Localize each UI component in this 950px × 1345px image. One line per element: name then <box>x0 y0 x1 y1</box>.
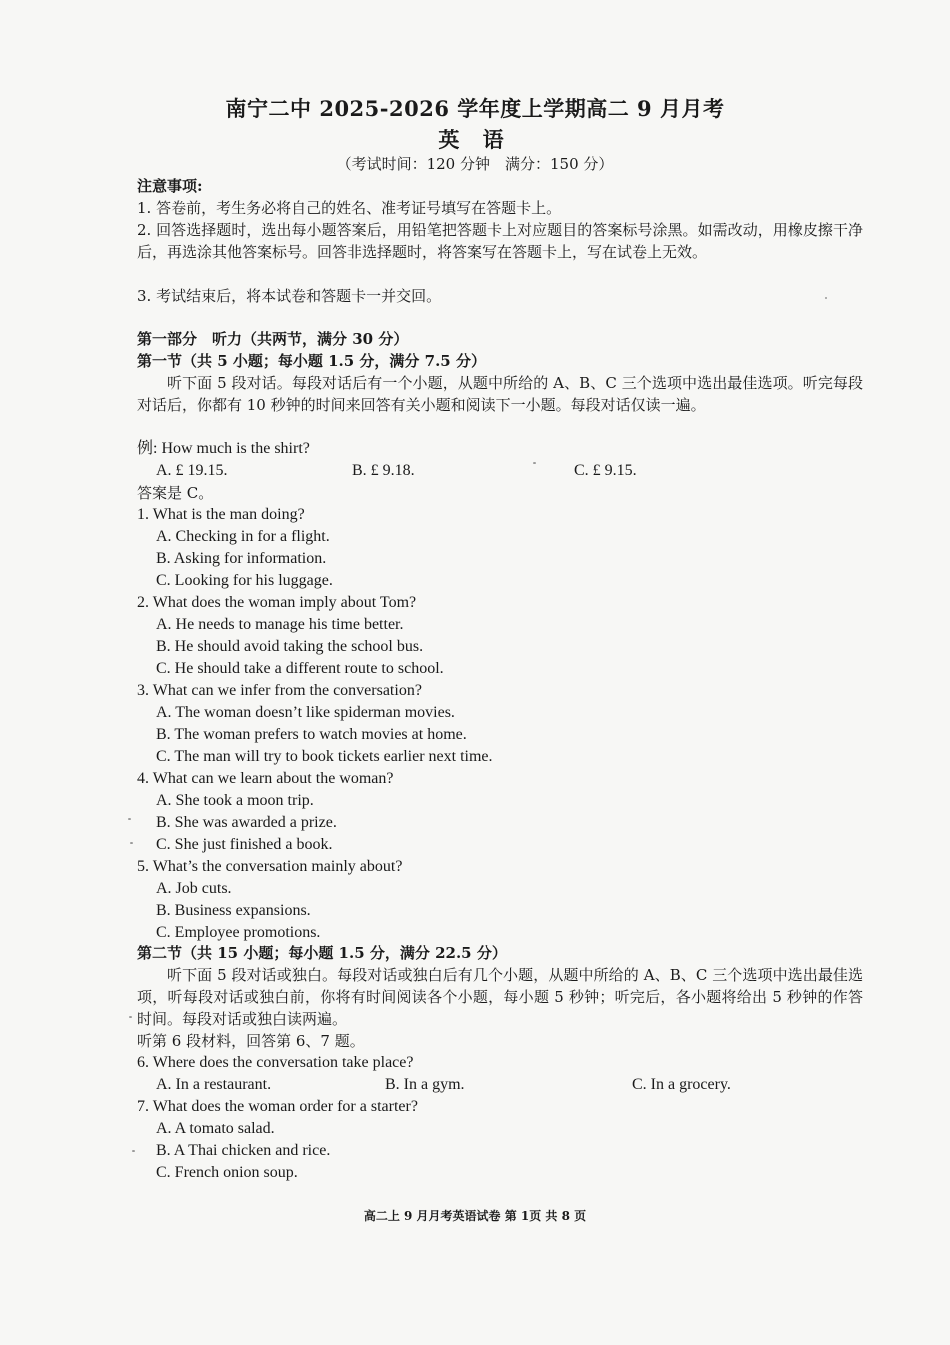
q7-option-c: C. French onion soup. <box>156 1164 298 1181</box>
q1-option-c: C. Looking for his luggage. <box>156 572 333 589</box>
q5-option-b: B. Business expansions. <box>156 902 311 919</box>
part1-heading: 第一部分 听力（共两节，满分 30 分） <box>137 330 409 348</box>
notice-item-1: 1. 答卷前，考生务必将自己的姓名、准考证号填写在答题卡上。 <box>137 199 562 217</box>
scan-speck <box>533 462 536 464</box>
question-1: 1. What is the man doing? <box>137 506 305 523</box>
question-3: 3. What can we infer from the conversation? <box>137 682 422 699</box>
question-5: 5. What’s the conversation mainly about? <box>137 858 403 875</box>
q3-option-a: A. The woman doesn’t like spiderman movies. <box>156 704 455 721</box>
q4-option-a: A. She took a moon trip. <box>156 792 314 809</box>
question-6: 6. Where does the conversation take place? <box>137 1054 414 1071</box>
q5-option-a: A. Job cuts. <box>156 880 232 897</box>
example-question: 例: How much is the shirt? <box>137 440 310 457</box>
section2-heading: 第二节（共 15 小题；每小题 1.5 分，满分 22.5 分） <box>137 944 507 962</box>
q7-option-b: B. A Thai chicken and rice. <box>156 1142 331 1159</box>
scan-speck <box>132 1150 135 1152</box>
q4-option-b: B. She was awarded a prize. <box>156 814 337 831</box>
q1-option-a: A. Checking in for a flight. <box>156 528 330 545</box>
q3-option-c: C. The man will try to book tickets earlier next time. <box>156 748 493 765</box>
scan-speck <box>128 818 131 820</box>
notice-heading: 注意事项: <box>137 177 203 195</box>
scan-speck <box>129 1016 132 1018</box>
section2-instructions: 听下面 5 段对话或独白。每段对话或独白后有几个小题，从题中所给的 A、B、C 三个选项中选出最佳选项，听每段对话或独白前，你将有时间阅读各个小题，每小题 5 秒钟；听完后，各小题将给出 5 秒钟的作答时间。每段对话或独白读两遍。 <box>137 966 863 1028</box>
exam-title: 南宁二中 2025-2026 学年度上学期高二 9 月月考 <box>225 96 725 121</box>
example-answer: 答案是 C。 <box>137 484 214 502</box>
notice-item-3: 3. 考试结束后，将本试卷和答题卡一并交回。 <box>137 287 442 305</box>
q2-option-c: C. He should take a different route to school. <box>156 660 444 677</box>
example-option-c: C. £ 9.15. <box>574 462 637 479</box>
example-option-a: A. £ 19.15. <box>156 462 228 479</box>
question-4: 4. What can we learn about the woman? <box>137 770 394 787</box>
subject-title: 英 语 <box>438 127 512 152</box>
question-2: 2. What does the woman imply about Tom? <box>137 594 417 611</box>
material-6-note: 听第 6 段材料，回答第 6、7 题。 <box>137 1032 365 1050</box>
q6-option-b: B. In a gym. <box>385 1076 465 1093</box>
q3-option-b: B. The woman prefers to watch movies at home. <box>156 726 467 743</box>
q2-option-b: B. He should avoid taking the school bus. <box>156 638 424 655</box>
q6-option-a: A. In a restaurant. <box>156 1076 272 1093</box>
exam-time-score: （考试时间：120 分钟 满分：150 分） <box>336 155 614 173</box>
section1-instructions: 听下面 5 段对话。每段对话后有一个小题，从题中所给的 A、B、C 三个选项中选出最佳选项。听完每段对话后，你都有 10 秒钟的时间来回答有关小题和阅读下一小题。每段对话仅读一遍。 <box>137 374 863 414</box>
scan-speck <box>130 842 133 844</box>
q1-option-b: B. Asking for information. <box>156 550 327 567</box>
notice-item-2: 2. 回答选择题时，选出每小题答案后，用铅笔把答题卡上对应题目的答案标号涂黑。如需改动，用橡皮擦干净后，再选涂其他答案标号。回答非选择题时，将答案写在答题卡上，写在试卷上无效。 <box>137 221 863 261</box>
scan-speck <box>825 297 827 299</box>
q4-option-c: C. She just finished a book. <box>156 836 333 853</box>
page-footer: 高二上 9 月月考英语试卷 第 1页 共 8 页 <box>363 1209 587 1223</box>
question-7: 7. What does the woman order for a starter? <box>137 1098 418 1115</box>
q6-option-c: C. In a grocery. <box>632 1076 731 1093</box>
q7-option-a: A. A tomato salad. <box>156 1120 275 1137</box>
section1-heading: 第一节（共 5 小题；每小题 1.5 分，满分 7.5 分） <box>137 352 486 370</box>
example-option-b: B. £ 9.18. <box>352 462 415 479</box>
q2-option-a: A. He needs to manage his time better. <box>156 616 404 633</box>
q5-option-c: C. Employee promotions. <box>156 924 321 941</box>
